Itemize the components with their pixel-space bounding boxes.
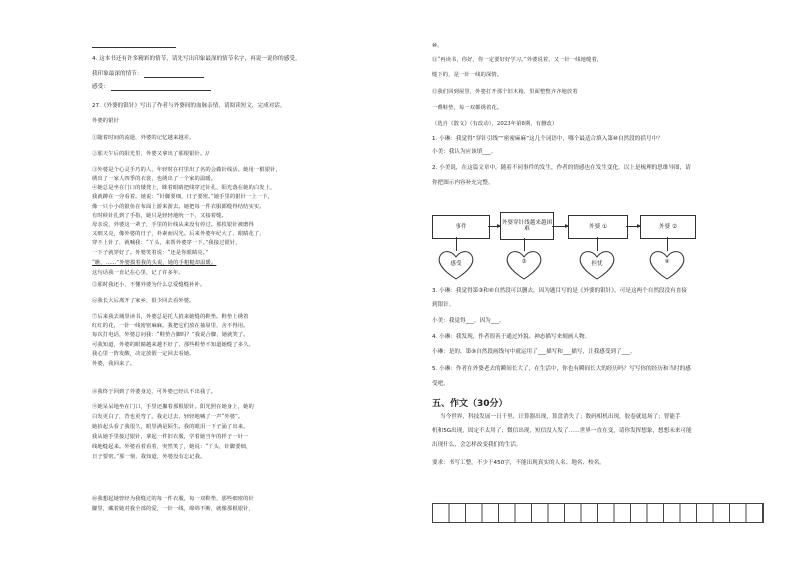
question-1: 1. 小琳：我觉得“穿针引线”“密密麻麻”这几个词语中，哪个最适合填入第⑩自然段的括号中？ bbox=[432, 136, 663, 142]
blank-box-1[interactable]: 外婆 ① bbox=[568, 215, 628, 239]
paragraph: 脚里，藏着她对我全部的爱，一针一线，绵绵不断，就像那根银针， bbox=[92, 506, 254, 512]
arrow bbox=[488, 226, 500, 227]
blank-box-2[interactable]: 外婆 ② bbox=[640, 215, 696, 239]
paragraph: ④她总是坐在门口的矮凳上，眯着眼睛把线穿过针孔，阳光落在她的白发上， bbox=[92, 185, 276, 191]
event-box-2: 外婆穿针线越来越困难 bbox=[500, 212, 554, 240]
paragraph: 线地缝起来。外婆看着看着，突然笑了，她说：“丫头，针脚要细， bbox=[92, 444, 252, 450]
essay-prompt: 出现什么，会怎样改变我们的生活。 bbox=[432, 442, 522, 448]
essay-requirements: 要求：书写工整，不少于450字，不能出现真实的人名、地名、校名。 bbox=[432, 460, 605, 466]
heart-icon bbox=[436, 249, 476, 281]
paragraph: 缝下的，是一针一线的深情。 bbox=[432, 72, 503, 78]
paragraph: 一下子就穿好了。外婆笑着说：“还是你眼睛亮。” bbox=[92, 250, 209, 256]
answer-blank[interactable] bbox=[111, 85, 211, 91]
question-27: 27.《外婆的银针》写出了作者与外婆间的血脉亲情，请阅读短文，完成对话。 bbox=[92, 103, 286, 109]
answer-blank[interactable] bbox=[92, 42, 176, 48]
essay-prompt: 当今世界，科技发展一日千里，计算器出现，算盘消失了；数码相机出现，胶卷就退场了；智能手 bbox=[440, 414, 681, 420]
heart-icon[interactable] bbox=[647, 249, 687, 281]
question-5: 5. 小琳：作者在外婆老去的瞬间长大了，在生活中，你也有瞬间长大的经历吗？写写你的经历和当时的感 bbox=[432, 366, 691, 372]
paragraph: 我心里一阵发酸，决定放假一定回去看她。 bbox=[92, 351, 195, 357]
heart-icon[interactable] bbox=[504, 249, 544, 281]
answer-label-1: 我印象最深的情节： bbox=[92, 71, 143, 77]
answer-blank[interactable] bbox=[144, 72, 204, 78]
paragraph: 像一只小小的银鱼在布面上游来游去。她把每一件衣服都缝得结结实实。 bbox=[92, 204, 265, 210]
paragraph: 有时候针扎到了手指，她只是轻轻地吮一下，又接着缝。 bbox=[92, 213, 227, 219]
paragraph: ②那天午后的阳光里，外婆又拿出了那根银针。// bbox=[92, 151, 210, 157]
answer-label-2: 感受： bbox=[92, 84, 109, 90]
paragraph: ⑧我终于回到了外婆身边，可外婆已经认不出我了。 bbox=[92, 389, 217, 395]
paragraph: 穿不上针了，就喊我：“丫头，来帮外婆穿一下。”我接过银针， bbox=[92, 240, 241, 246]
paragraph: ⑩我想起她曾经为我缝过的每一件衣服，每一双鞋垫，那些细密的针 bbox=[92, 496, 254, 502]
paragraph: 我从她手里接过银针，拿起一件旧衣服，学着她当年的样子一针一 bbox=[92, 434, 249, 440]
question-3: 3. 小琳：我觉得第③和⑥自然段可以删去，因为题目写的是《外婆的银针》，可是这两个自然段没有直接 bbox=[432, 288, 687, 294]
question-4: 4. 这本书还有许多精彩的情节，请先写出印象最深的情节名字，再说一说你的感受。 bbox=[92, 56, 301, 62]
answer-line-1 bbox=[92, 71, 204, 78]
paragraph: ⑨她呆呆地坐在门口，手里还攥着那根银针。阳光照在她身上，她的 bbox=[92, 404, 254, 410]
question-5-cont: 受吧。 bbox=[432, 381, 449, 387]
paragraph: ⑤那时我还小，不懂外婆为什么总爱缝缝补补。 bbox=[92, 282, 206, 288]
paragraph: ⑥我长大后离开了家乡，很少回去看外婆。 bbox=[92, 298, 195, 304]
continued-mark: ⑩。 bbox=[432, 43, 443, 49]
heart-label: 感受 bbox=[450, 261, 462, 267]
paragraph: 又细又亮，像外婆的日子，朴素而闪光。后来外婆年纪大了，眼睛花了， bbox=[92, 231, 265, 237]
writing-grid[interactable] bbox=[432, 503, 764, 523]
paragraph: ①随着时间的流逝，外婆的记忆越来越差。 bbox=[92, 135, 195, 141]
passage-title: 外婆的银针 bbox=[92, 118, 119, 124]
paragraph: 日子要密。”那一刻，我知道，外婆没有忘记我。 bbox=[92, 454, 206, 460]
paragraph: 白发更白了，背也更弯了。我走过去，轻轻地喊了一声“外婆”。 bbox=[92, 414, 244, 420]
heart-label: 担忧 bbox=[591, 261, 603, 267]
section-title: 五、作文（30分） bbox=[432, 399, 508, 409]
paragraph: 可我知道，外婆的眼睛越来越不好了，那些鞋垫不知道她缝了多久。 bbox=[92, 342, 254, 348]
question-1-answer: 小美：我认为应该填___。 bbox=[432, 149, 497, 155]
essay-prompt: 机和5G出现，固定不太用了；微信出现，短信没人发了……世界一直在变，请你发挥想象，想想未来可能 bbox=[432, 428, 692, 434]
question-4-answer: 小琳：是的，第⑨自然段画线句中就运用了___描写和___描写，让我感受到了___。 bbox=[432, 349, 636, 355]
paragraph: 她抬起头看了我很久，眼里满是陌生。我的眼泪一下子涌了出来。 bbox=[92, 424, 249, 430]
question-2: 2. 小美说，在这篇文章中，随着不同事件的发生，作者的情感也在发生变化。以上是梳理的思维导图，请 bbox=[432, 165, 691, 171]
paragraph: 一叠鞋垫，每一双都绣着花。 bbox=[432, 105, 503, 111]
question-2-cont: 你把图示内容补充完整。 bbox=[432, 180, 494, 186]
source-line: （选自《散文》（有改动），2023年第8期，有删改） bbox=[432, 121, 558, 127]
paragraph: 每次打电话，外婆总问我：“鞋垫合脚吗？”我说合脚，她就笑了。 bbox=[92, 332, 249, 338]
paragraph: 这句话我一直记在心里，记了许多年。 bbox=[92, 270, 184, 276]
heart-label: ④ bbox=[664, 259, 670, 265]
arrow bbox=[626, 226, 640, 227]
paragraph: 我就蹲在一旁看着。她说：“针脚要细，日子要密。”她手里的银针一上一下， bbox=[92, 194, 274, 200]
question-3-cont: 到银针。 bbox=[432, 302, 455, 308]
paragraph: ⑫我们回到屋里，外婆打开那个旧木箱，里面整整齐齐地放着 bbox=[432, 89, 578, 95]
arrow bbox=[552, 226, 568, 227]
paragraph: ⑪“再读书，你好，你一定要好好学习。”外婆说着，又一针一线地缝着， bbox=[432, 57, 603, 63]
underlined-sentence: “瞧，……”外婆摸着我的头说，她的手粗糙却温暖。 bbox=[92, 260, 217, 266]
paragraph: 红红的花，一针一线密密麻麻。我把它们放在抽屉里，舍不得用。 bbox=[92, 323, 249, 329]
paragraph: 外婆，我回来了。 bbox=[92, 361, 136, 367]
paragraph: 绣出了一家人四季的衣裳，也绣出了一个家的温暖。 bbox=[92, 176, 217, 182]
question-4: 4. 小琳：我发现，作者很善于通过外貌、神态描写来刻画人物。 bbox=[432, 334, 591, 340]
paragraph: 母亲说，外婆这一辈子，手里的针线从来没有停过。那枚银针被磨得 bbox=[92, 222, 254, 228]
paragraph: ⑦后来我去城里读书，外婆总是托人捎来她缝的鞋垫。鞋垫上绣着 bbox=[92, 314, 249, 320]
event-box: 事件 bbox=[432, 215, 490, 239]
heart-icon bbox=[577, 249, 617, 281]
paragraph: ③外婆是个心灵手巧的人，年轻时在村里出了名的会做针线活。她用一根银针， bbox=[92, 167, 281, 173]
heart-label: ③ bbox=[521, 259, 527, 265]
question-3-answer: 小美：我觉得___，因为___。 bbox=[432, 318, 505, 324]
answer-line-2 bbox=[92, 84, 211, 91]
